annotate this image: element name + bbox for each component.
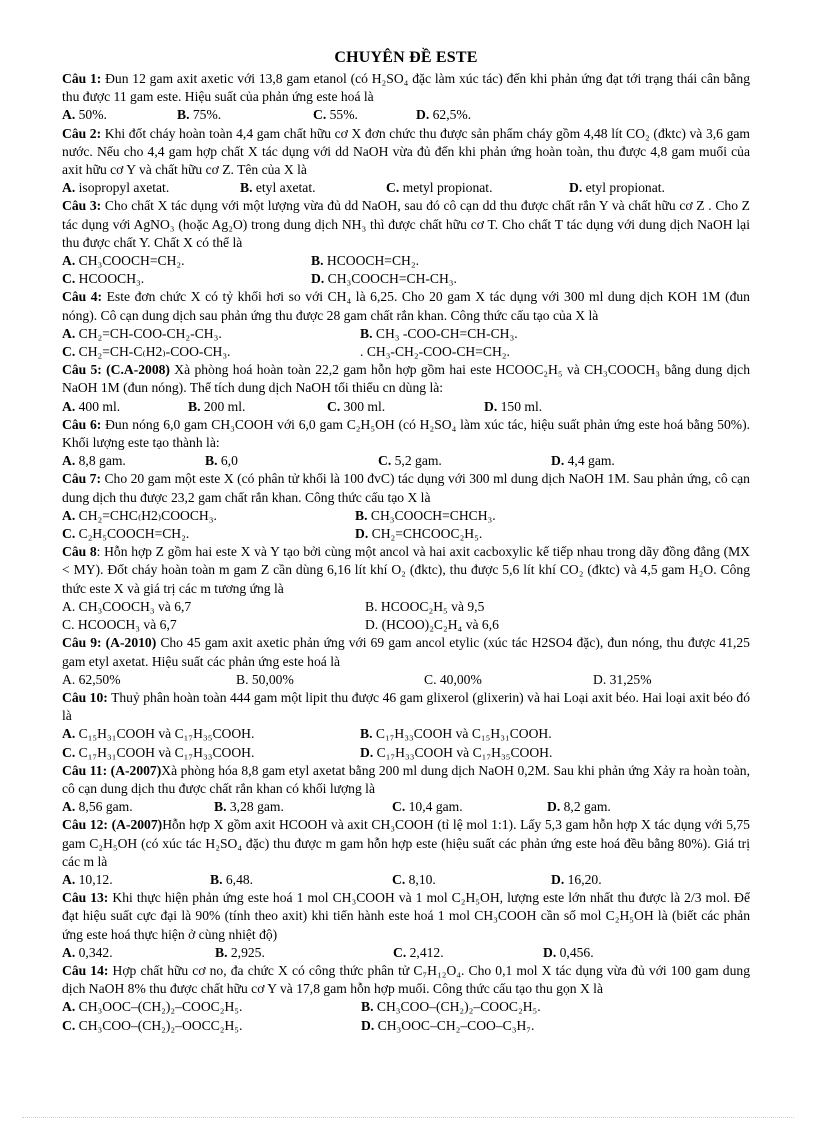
options-row: [62, 616, 750, 634]
options-row: [62, 270, 750, 288]
question-2: [62, 125, 750, 198]
option-a: A. isopropyl axetat.: [62, 180, 170, 196]
question-text: Cho 20 gam một este X (có phân tử khối là 100 đvC) tác dụng với 300 ml dung dịch NaOH 1M. Sau phản ứng, cô cạn dung dịch thu được 23,2 gam chất rắn khan. Công thức cấu tạo X là: [62, 471, 750, 505]
options-row: [62, 871, 750, 889]
option-d: D. etyl propionat.: [569, 180, 665, 196]
question-6: [62, 416, 750, 471]
question-number: Câu 13:: [62, 890, 109, 906]
option-b: B. 200 ml.: [188, 398, 246, 414]
option-c: C. HCOOCH₃.: [62, 271, 145, 287]
options-row: [62, 507, 750, 525]
question-text: Khi đốt cháy hoàn toàn 4,4 gam chất hữu cơ X đơn chức thu được sản phẩm cháy gồm 4,48 lít CO₂ (đktc) và 3,6 gam nước. Nếu cho 4,4 gam hợp chất X tác dụng với dd NaOH vừa đủ đến khi phản ứng hoàn toàn, thu được 4,8 gam muối của axit hữu cơ Y và chất hữu cơ Z. Tên của X là: [62, 125, 750, 178]
option-a: A. 10,12.: [62, 871, 113, 887]
option-a: A. CH₃OOC–(CH₂)₂–COOC₂H₅.: [62, 999, 243, 1015]
option-c: C. C₁₇H₃₁COOH và C₁₇H₃₃COOH.: [62, 744, 255, 760]
question-12: [62, 816, 750, 889]
option-d: D. 8,2 gam.: [547, 799, 611, 815]
option-a: A. 8,8 gam.: [62, 453, 126, 469]
options-row: [62, 325, 750, 343]
option-b: B. etyl axetat.: [240, 180, 316, 196]
option-b: B. CH₃ -COO-CH=CH-CH₃.: [360, 325, 518, 341]
option-b: B. HCOOC₂H₅ và 9,5: [365, 598, 485, 614]
option-b: B. 2,925.: [215, 944, 265, 960]
options-row: [62, 1017, 750, 1035]
option-a: A. 62,50%: [62, 671, 121, 687]
option-b: B. 6,48.: [210, 871, 254, 887]
question-number: Câu 4:: [62, 289, 103, 305]
option-d: D. 150 ml.: [484, 398, 543, 414]
option-d: D. CH₃COOCH=CH-CH₃.: [311, 271, 457, 287]
option-b: B. CH₃COO–(CH₂)₂–COOC₂H₅.: [361, 999, 541, 1015]
question-source-tag: (A-2007): [110, 762, 162, 778]
option-b: B. 3,28 gam.: [214, 799, 284, 815]
option-a: A. CH₂=CHC₍H2₎COOCH₃.: [62, 507, 217, 523]
options-row: [62, 343, 750, 361]
option-a: A. 0,342.: [62, 944, 113, 960]
option-a: A. 400 ml.: [62, 398, 121, 414]
options-row: [62, 598, 750, 616]
options-row: [62, 671, 750, 689]
option-d: D. 31,25%: [593, 671, 652, 687]
question-number: Câu 6:: [62, 416, 102, 432]
question-4: [62, 288, 750, 361]
question-source-tag: : (A-2010): [97, 635, 157, 651]
question-number: Câu 2:: [62, 125, 102, 141]
options-row: [62, 998, 750, 1016]
question-number: Câu 11:: [62, 762, 108, 778]
options-row: [62, 252, 750, 270]
question-source-tag: (C.A-2008): [106, 362, 170, 378]
question-text: : Hỗn hợp Z gồm hai este X và Y tạo bởi cùng một ancol và hai axit cacboxylic kế tiếp nhau trong dãy đồng đẳng (MX < MY). Đốt cháy hoàn toàn m gam Z cần dùng 6,16 lít khí O₂ (đktc), thu được 5,6 lít khí CO₂ (đktc) và 4,5 gam H₂O. Công thức este X và giá trị các m tương ứng là: [62, 544, 750, 596]
option-d: D. 0,456.: [543, 944, 594, 960]
option-b: B. 75%.: [177, 107, 222, 123]
option-d: D. (HCOO)₂C₂H₄ và 6,6: [365, 617, 499, 633]
option-d: D. 4,4 gam.: [551, 453, 615, 469]
question-text: Thuỷ phân hoàn toàn 444 gam một lipit thu được 46 gam glixerol (glixerin) và hai Loại axit béo. Hai loại axit béo đó là: [62, 689, 751, 724]
question-8: [62, 543, 750, 634]
question-14: [62, 962, 750, 1035]
option-a: A. CH₃COOCH₃ và 6,7: [62, 598, 192, 614]
question-5: [62, 361, 750, 416]
option-b: B. 6,0: [205, 453, 238, 469]
question-7: [62, 470, 750, 543]
options-row: [62, 179, 750, 197]
options-row: [62, 798, 750, 816]
option-c: C. 2,412.: [393, 944, 444, 960]
option-a: A. 50%.: [62, 107, 107, 123]
option-c: C. 8,10.: [392, 871, 436, 887]
option-d: D. CH₃OOC–CH₂–COO–C₃H₇.: [361, 1017, 535, 1033]
question-text: Xà phòng hóa 8,8 gam etyl axetat bằng 200 ml dung dịch NaOH 0,2M. Sau khi phản ứng Xảy ra hoàn toàn, cô cạn dung dịch thu được chất rắn khan có khối lượng là: [62, 762, 750, 796]
option-d: D. CH₂=CHCOOC₂H₅.: [355, 526, 483, 542]
option-a: A. C₁₅H₃₁COOH và C₁₇H₃₅COOH.: [62, 726, 255, 742]
option-c: C. 300 ml.: [327, 398, 386, 414]
option-c: C. 10,4 gam.: [392, 799, 463, 815]
option-d: D. C₁₇H₃₃COOH và C₁₇H₃₅COOH.: [360, 744, 553, 760]
question-text: Xà phòng hoá hoàn toàn 22,2 gam hỗn hợp gồm hai este HCOOC₂H₅ và CH₃COOCH₃ bằng dung dịch NaOH 1M (đun nóng). Thể tích dung dịch NaOH tối thiểu cn dùng là:: [62, 362, 750, 396]
document-page: [62, 48, 750, 1035]
options-row: [62, 106, 750, 124]
option-b: B. 50,00%: [236, 671, 294, 687]
option-c: C. metyl propionat.: [386, 180, 493, 196]
option-b: B. CH₃COOCH=CHCH₃.: [355, 507, 496, 523]
question-number: Câu 7:: [62, 471, 101, 487]
option-c: C. 55%.: [313, 107, 358, 123]
question-number: Câu 12:: [62, 817, 108, 833]
option-d: D. 16,20.: [551, 871, 602, 887]
option-c: C. CH₃COO–(CH₂)₂–OOCC₂H₅.: [62, 1017, 243, 1033]
options-row: [62, 744, 750, 762]
question-11: [62, 762, 750, 817]
question-text: Hỗn hợp X gồm axit HCOOH và axit CH₃COOH (tỉ lệ mol 1:1). Lấy 5,3 gam hỗn hợp X tác dụng với 5,75 gam C₂H₅OH (có xúc tác H₂SO₄ đặc) thu được m gam hỗn hợp este (hiệu suất các phản ứng este hoá đều bằng 80%). Giá trị các m là: [62, 817, 750, 869]
question-text: Khi thực hiện phản ứng este hoá 1 mol CH₃COOH và 1 mol C₂H₅OH, lượng este lớn nhất thu được là 2/3 mol. Để đạt hiệu suất cực đại là 90% (tính theo axit) khi tiến hành este hoá 1 mol CH₃COOH cần số mol C₂H₅OH là (biết các phản ứng este hoá thực hiện ở cùng nhiệt độ): [62, 890, 750, 942]
question-10: [62, 689, 750, 762]
question-number: Câu 9: [62, 635, 98, 651]
question-13: [62, 889, 750, 962]
option-c: C. 5,2 gam.: [378, 453, 442, 469]
option-b: B. C₁₇H₃₃COOH và C₁₅H₃₁COOH.: [360, 726, 552, 742]
option-c: C. CH₂=CH-C₍H2₎-COO-CH₃.: [62, 344, 231, 360]
options-row: [62, 452, 750, 470]
question-text: Cho 45 gam axit axetic phản ứng với 69 gam ancol etylic (xúc tác H2SO4 đặc), đun nóng, thu được 41,25 gam etyl axetat. Hiệu suất các phản ứng este hoá là: [62, 635, 750, 669]
option-a: A. 8,56 gam.: [62, 799, 133, 815]
page-bottom-divider: [22, 1117, 794, 1118]
option-a: A. CH₃COOCH=CH₂.: [62, 253, 185, 269]
options-row: [62, 525, 750, 543]
question-1: [62, 70, 750, 125]
question-9: [62, 634, 750, 689]
option-d: . CH₃-CH₂-COO-CH=CH₂.: [360, 344, 510, 360]
option-a: A. CH₂=CH-COO-CH₂-CH₃.: [62, 325, 222, 341]
options-row: [62, 398, 750, 416]
question-text: Hợp chất hữu cơ no, đa chức X có công thức phân tử C₇H₁₂O₄. Cho 0,1 mol X tác dụng vừa đủ với 100 gam dung dịch NaOH 8% thu được chất hữu cơ Y và 17,8 gam hỗn hợp muối. Công thức cấu tạo thu gọn X là: [62, 962, 750, 997]
question-text: Đun nóng 6,0 gam CH₃COOH với 6,0 gam C₂H₅OH (có H₂SO₄ làm xúc tác, hiệu suất phản ứng este hoá bằng 50%). Khối lượng este tạo thành là:: [62, 416, 750, 451]
question-number: Câu 1:: [62, 71, 102, 86]
question-number: Câu 5:: [62, 362, 102, 378]
question-text: Đun 12 gam axit axetic với 13,8 gam etanol (có H₂SO₄ đặc làm xúc tác) đến khi phản ứng đạt tới trạng thái cân bằng thu được 11 gam este. Hiệu suất của phản ứng este hoá là: [62, 71, 750, 105]
question-number: Câu 3:: [62, 198, 102, 214]
option-b: B. HCOOCH=CH₂.: [311, 253, 419, 269]
question-source-tag: (A-2007): [111, 817, 163, 833]
question-number: Câu 8: [62, 544, 97, 560]
question-3: [62, 197, 750, 288]
document-title: CHUYÊN ĐỀ ESTE: [334, 49, 478, 66]
question-text: Cho chất X tác dụng với một lượng vừa đủ dd NaOH, sau đó cô cạn dd thu được chất rắn Y và chất hữu cơ Z . Cho Z tác dụng với AgNO₃ (hoặc Ag₂O) trong dung dịch NH₃ thì được chất hữu cơ T. Cho chất T tác dụng với dung dịch NaOH lại thu được chất Y. Chất X có thể là: [62, 198, 750, 250]
options-row: [62, 725, 750, 743]
question-text: Este đơn chức X có tỷ khối hơi so với CH₄ là 6,25. Cho 20 gam X tác dụng với 300 ml dung dịch KOH 1M (đun nóng). Cô cạn dung dịch sau phản ứng thu được 28 gam chất rắn khan. Công thức cấu tạo của X là: [62, 289, 750, 323]
option-c: C. 40,00%: [424, 671, 482, 687]
option-c: C. HCOOCH₃ và 6,7: [62, 617, 177, 633]
question-number: Câu 14:: [62, 962, 109, 978]
question-number: Câu 10:: [62, 689, 108, 705]
option-c: C. C₂H₅COOCH=CH₂.: [62, 526, 190, 542]
option-d: D. 62,5%.: [416, 107, 472, 123]
options-row: [62, 944, 750, 962]
